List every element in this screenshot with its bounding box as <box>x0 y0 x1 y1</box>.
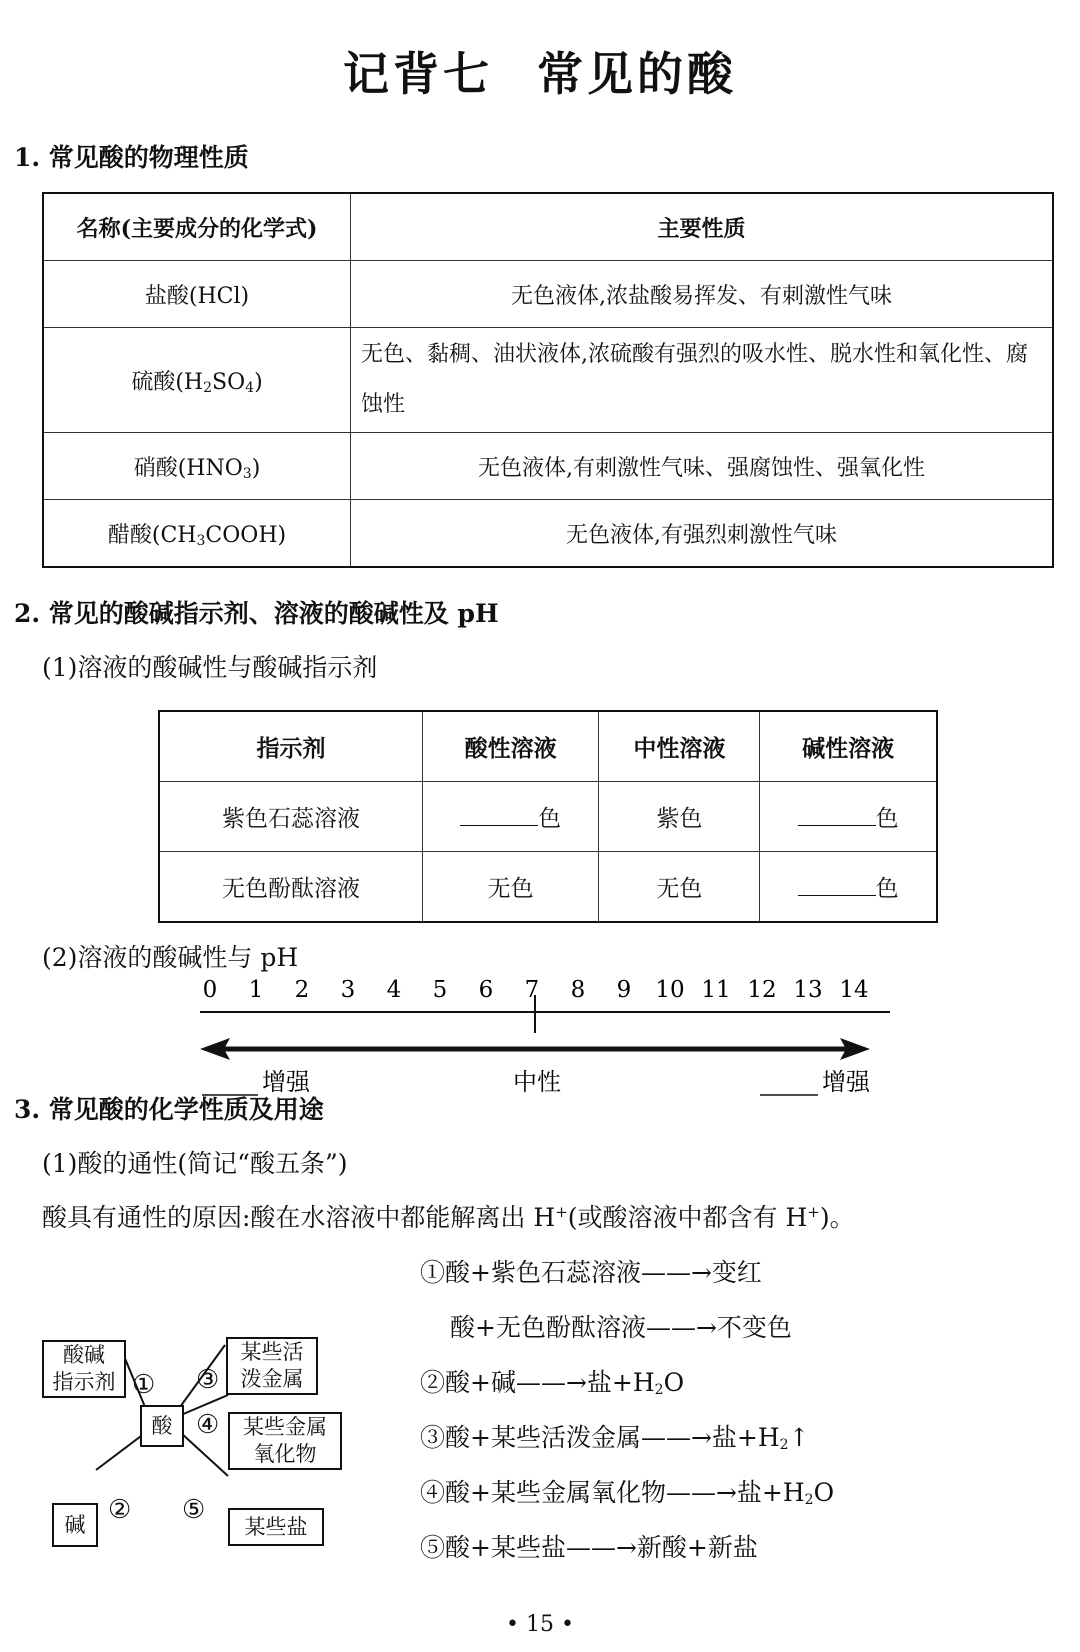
ph-tick-label: 9 <box>616 977 632 1003</box>
circle-number-5: ⑤ <box>182 1495 206 1525</box>
section1-heading: 1. 常见酸的物理性质 <box>14 143 249 172</box>
col-name-header: 名称(主要成分的化学式) <box>43 193 351 261</box>
acid-name <box>43 328 351 433</box>
formula-part: 硫酸(H <box>131 369 204 395</box>
fill-blank <box>460 803 538 826</box>
base-cell <box>760 852 937 923</box>
table-row <box>159 852 937 923</box>
ph-tick-label: 3 <box>340 977 356 1003</box>
acid-property: 无色液体,浓盐酸易挥发、有刺激性气味 <box>351 261 1054 328</box>
link-2 <box>96 1433 145 1470</box>
eq-text: O <box>663 1368 685 1397</box>
eq-text: ④酸+某些金属氧化物——→盐+H <box>420 1478 805 1507</box>
ph-tick-label: 13 <box>793 977 823 1003</box>
col-acid: 酸性溶液 <box>423 711 599 782</box>
col-prop-header: 主要性质 <box>351 193 1054 261</box>
ph-tick-label: 10 <box>655 977 685 1003</box>
box-indicator: 酸碱 指示剂 <box>42 1340 126 1398</box>
equation-1: ①酸+紫色石蕊溶液——→变红 <box>420 1258 762 1287</box>
base-cell <box>760 782 937 852</box>
subscript: 2 <box>654 1382 664 1398</box>
formula-part: 硝酸(HNO <box>133 455 243 481</box>
box-base: 碱 <box>52 1503 98 1547</box>
acid-reason <box>42 1198 855 1234</box>
acid-name <box>43 433 351 500</box>
table-row <box>43 500 1053 568</box>
cell-text: 色 <box>875 876 899 902</box>
equation-2 <box>420 1363 684 1399</box>
page-title <box>0 38 1080 104</box>
circle-number-1: ① <box>132 1370 156 1400</box>
ph-tick-label: 8 <box>570 977 586 1003</box>
ph-tick-label: 2 <box>294 977 310 1003</box>
superscript: + <box>555 1203 568 1221</box>
ph-left-label: 增强 <box>262 1068 310 1096</box>
ph-tick-label: 1 <box>248 977 264 1003</box>
eq-text: O <box>813 1478 835 1507</box>
indicator-table <box>158 710 938 923</box>
ph-tick-label: 0 <box>202 977 218 1003</box>
circle-number-3: ③ <box>196 1365 220 1395</box>
reason-text: )。 <box>819 1203 855 1232</box>
table-row <box>43 261 1053 328</box>
ph-tick-label: 5 <box>432 977 448 1003</box>
equation-3 <box>420 1418 810 1454</box>
section3-heading: 3. 常见酸的化学性质及用途 <box>14 1095 324 1124</box>
section2-sub2: (2)溶液的酸碱性与 pH <box>42 943 299 972</box>
acid-cell: 无色 <box>423 852 599 923</box>
table-header-row <box>159 711 937 782</box>
col-indicator: 指示剂 <box>159 711 423 782</box>
table-header-row <box>43 193 1053 261</box>
formula-part: ) <box>251 455 261 481</box>
cell-text: 色 <box>538 806 562 832</box>
reason-text: (或酸溶液中都含有 H <box>567 1203 808 1232</box>
acid-property: 无色液体,有强烈刺激性气味 <box>351 500 1054 568</box>
formula-part: 醋酸(CH <box>107 522 197 548</box>
subscript: 2 <box>779 1437 789 1453</box>
acid-property: 无色液体,有刺激性气味、强腐蚀性、强氧化性 <box>351 433 1054 500</box>
neutral-cell: 无色 <box>599 852 760 923</box>
subscript: 2 <box>203 379 213 396</box>
box-metal-oxide: 某些金属 氧化物 <box>228 1412 342 1470</box>
ph-tick-label: 11 <box>701 977 731 1003</box>
ph-tick-label: 6 <box>478 977 494 1003</box>
equation-1b: 酸+无色酚酞溶液——→不变色 <box>450 1313 792 1342</box>
ph-tick-label: 12 <box>747 977 777 1003</box>
gas-arrow-icon: ↑ <box>788 1423 810 1452</box>
acid-property: 无色、黏稠、油状液体,浓硫酸有强烈的吸水性、脱水性和氧化性、腐蚀性 <box>351 328 1054 433</box>
subscript: 3 <box>196 532 206 549</box>
acid-name <box>43 500 351 568</box>
neutral-cell: 紫色 <box>599 782 760 852</box>
acid-name: 盐酸(HCl) <box>43 261 351 328</box>
col-base: 碱性溶液 <box>760 711 937 782</box>
box-salt: 某些盐 <box>228 1508 324 1546</box>
eq-text: ②酸+碱——→盐+H <box>420 1368 655 1397</box>
title-part-2: 常见的酸 <box>537 47 737 101</box>
table-row <box>159 782 937 852</box>
ph-mid-label: 中性 <box>513 1068 561 1096</box>
table-row <box>43 433 1053 500</box>
fill-blank <box>798 873 876 896</box>
box-acid-center: 酸 <box>140 1405 184 1447</box>
ph-tick-label: 7 <box>524 977 540 1003</box>
formula-part: ) <box>254 369 263 395</box>
superscript: + <box>807 1203 820 1221</box>
reason-text: 酸具有通性的原因:酸在水溶液中都能解离出 H <box>42 1203 556 1232</box>
formula-part: COOH) <box>205 522 287 548</box>
physical-properties-table <box>42 192 1054 568</box>
page-number: • 15 • <box>506 1612 574 1637</box>
subscript: 3 <box>242 465 252 482</box>
equation-4 <box>420 1473 834 1509</box>
indicator-name: 紫色石蕊溶液 <box>159 782 423 852</box>
circle-number-4: ④ <box>196 1410 220 1440</box>
subscript: 4 <box>245 379 255 396</box>
acid-cell <box>423 782 599 852</box>
box-active-metal: 某些活 泼金属 <box>226 1337 318 1395</box>
fill-blank <box>798 803 876 826</box>
section3-sub1: (1)酸的通性(简记“酸五条”) <box>42 1149 348 1178</box>
ph-tick-label: 14 <box>839 977 869 1003</box>
title-part-1: 记背七 <box>343 47 493 101</box>
ph-scale <box>190 965 900 1100</box>
section2-heading: 2. 常见的酸碱指示剂、溶液的酸碱性及 pH <box>14 599 499 628</box>
ph-tick-label: 4 <box>386 977 402 1003</box>
equation-5: ⑤酸+某些盐——→新酸+新盐 <box>420 1533 758 1562</box>
col-neutral: 中性溶液 <box>599 711 760 782</box>
table-row <box>43 328 1053 433</box>
eq-text: ③酸+某些活泼金属——→盐+H <box>420 1423 780 1452</box>
indicator-name: 无色酚酞溶液 <box>159 852 423 923</box>
subscript: 2 <box>804 1492 814 1508</box>
ph-right-label: 增强 <box>822 1068 870 1096</box>
circle-number-2: ② <box>108 1495 132 1525</box>
formula-part: SO <box>212 369 246 395</box>
section2-sub1: (1)溶液的酸碱性与酸碱指示剂 <box>42 653 378 682</box>
cell-text: 色 <box>875 806 899 832</box>
